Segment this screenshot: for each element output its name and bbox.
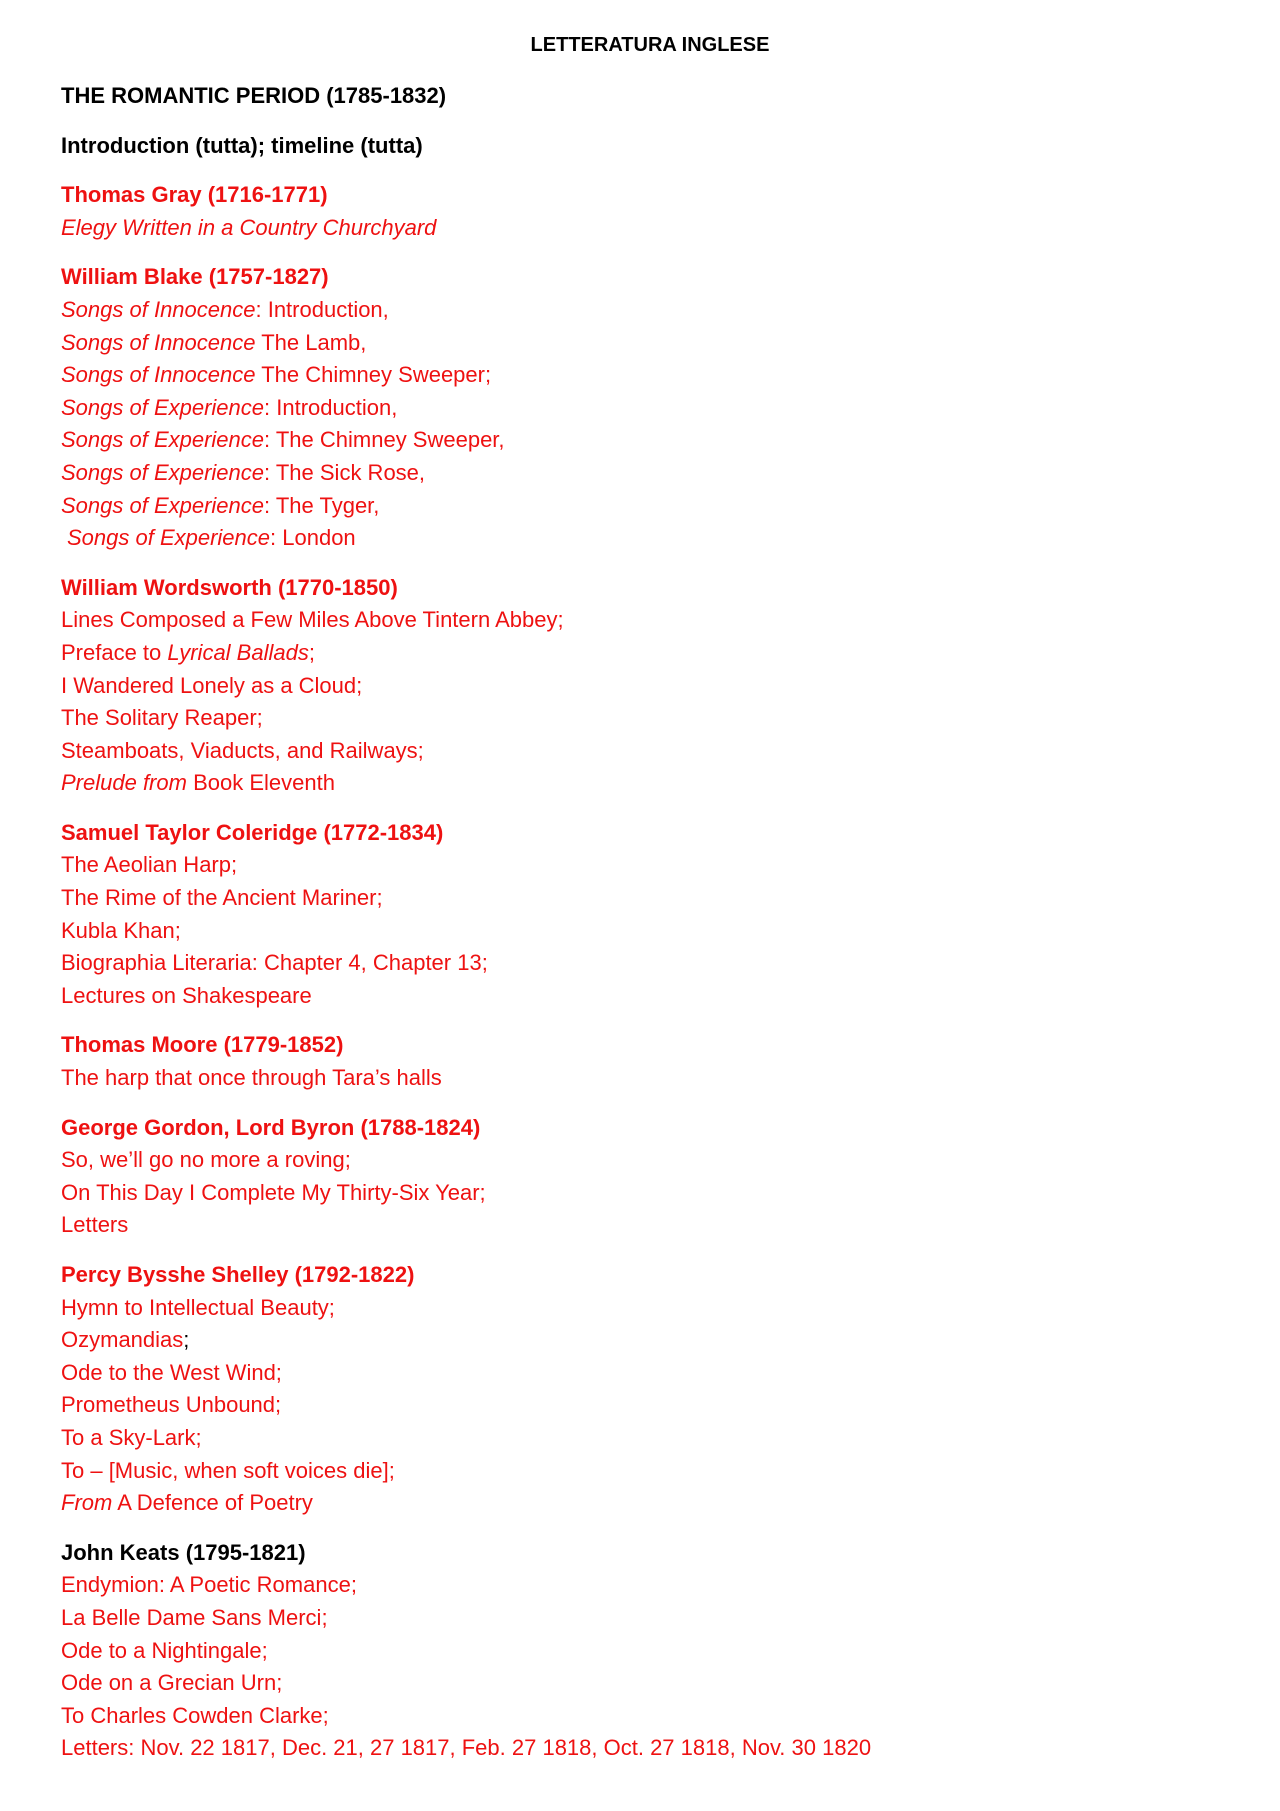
work-item [61, 457, 1211, 490]
work-item: Hymn to Intellectual Beauty; [61, 1294, 335, 1320]
period-heading: THE ROMANTIC PERIOD (1785-1832) [61, 83, 447, 108]
author-heading: William Blake (1757-1827) [61, 264, 329, 290]
work-text: Ozymandias [61, 1327, 184, 1353]
section-coleridge [61, 817, 1211, 1013]
collection-title: Songs of Experience [61, 427, 265, 453]
work-item [61, 327, 1211, 360]
work-item: Ode to the West Wind; [61, 1359, 282, 1385]
author-heading: John Keats (1795-1821) [61, 1539, 306, 1565]
work-item: Lines Composed a Few Miles Above Tintern Abbey; [61, 607, 564, 633]
work-text: A Defence of Poetry [112, 1490, 313, 1516]
poem-title: : London [270, 525, 356, 551]
work-item [61, 767, 1211, 800]
section-gray [61, 179, 1211, 244]
poem-title: : The Tyger, [264, 492, 380, 518]
author-heading: Samuel Taylor Coleridge (1772-1834) [61, 819, 444, 845]
work-item: I Wandered Lonely as a Cloud; [61, 672, 363, 698]
work-item: To – [Music, when soft voices die]; [61, 1457, 395, 1483]
work-title-italic: From [61, 1490, 113, 1516]
section-wordsworth [61, 572, 1211, 800]
collection-title: Songs of Innocence [61, 329, 256, 355]
author-heading: Thomas Gray (1716-1771) [61, 182, 328, 208]
work-item: The Aeolian Harp; [61, 852, 238, 878]
work-item: Steamboats, Viaducts, and Railways; [61, 737, 424, 763]
author-heading: Percy Bysshe Shelley (1792-1822) [61, 1262, 415, 1287]
document-title: LETTERATURA INGLESE [530, 34, 770, 56]
work-item [61, 1324, 1211, 1357]
section-byron [61, 1112, 1211, 1242]
work-item [61, 522, 1211, 555]
collection-title: Songs of Innocence [61, 362, 256, 388]
poem-title: : Introduction, [255, 296, 389, 322]
section-shelley [61, 1259, 1211, 1520]
intro-line: Introduction (tutta); timeline (tutta) [61, 132, 423, 158]
work-item: To Charles Cowden Clarke; [61, 1702, 329, 1728]
work-text: ; [308, 639, 315, 665]
work-item [61, 359, 1211, 392]
work-item [61, 637, 1211, 670]
work-text: ; [183, 1327, 190, 1353]
work-item: Letters: Nov. 22 1817, Dec. 21, 27 1817, Feb. 27 1818, Oct. 27 1818, Nov. 30 1820 [61, 1735, 872, 1761]
collection-title: Songs of Innocence [61, 296, 256, 322]
poem-title: : The Chimney Sweeper, [264, 427, 505, 453]
poem-title: The Chimney Sweeper; [255, 362, 492, 388]
work-item: Elegy Written in a Country Churchyard [61, 214, 437, 240]
work-item [61, 1487, 1211, 1520]
author-heading: George Gordon, Lord Byron (1788-1824) [61, 1114, 481, 1140]
poem-title: : The Sick Rose, [264, 459, 426, 485]
work-item: Prometheus Unbound; [61, 1392, 282, 1418]
work-item: The Solitary Reaper; [61, 705, 263, 731]
section-moore [61, 1029, 1211, 1094]
work-title-italic: Lyrical Ballads [167, 639, 309, 665]
work-item: So, we’ll go no more a roving; [61, 1147, 351, 1173]
collection-title: Songs of Experience [67, 525, 271, 551]
work-item [61, 424, 1211, 457]
work-item: Kubla Khan; [61, 917, 181, 943]
work-item: The Rime of the Ancient Mariner; [61, 885, 383, 911]
work-item: The harp that once through Tara’s halls [61, 1065, 442, 1091]
work-text: Preface to [61, 639, 168, 665]
collection-title: Songs of Experience [61, 459, 265, 485]
section-blake [61, 261, 1211, 554]
work-item: Lectures on Shakespeare [61, 982, 312, 1008]
collection-title: Songs of Experience [61, 394, 265, 420]
poem-title: : Introduction, [264, 394, 398, 420]
author-heading: Thomas Moore (1779-1852) [61, 1032, 344, 1058]
work-item: Ode on a Grecian Urn; [61, 1670, 283, 1696]
author-heading: William Wordsworth (1770-1850) [61, 574, 398, 600]
work-item [61, 392, 1211, 425]
work-title-italic: Prelude from [61, 770, 187, 796]
section-keats [61, 1537, 1211, 1765]
work-item [61, 490, 1211, 523]
work-item: Letters [61, 1212, 129, 1238]
work-item: La Belle Dame Sans Merci; [61, 1604, 328, 1630]
work-item: Endymion: A Poetic Romance; [61, 1572, 357, 1598]
work-item: Biographia Literaria: Chapter 4, Chapter 13; [61, 950, 488, 976]
collection-title: Songs of Experience [61, 492, 265, 518]
work-item: Ode to a Nightingale; [61, 1637, 268, 1663]
work-item: To a Sky-Lark; [61, 1424, 202, 1450]
work-item [61, 294, 1211, 327]
document-content [61, 80, 1211, 1765]
work-text: Book Eleventh [186, 770, 335, 796]
work-item: On This Day I Complete My Thirty-Six Year; [61, 1179, 486, 1205]
poem-title: The Lamb, [255, 329, 367, 355]
